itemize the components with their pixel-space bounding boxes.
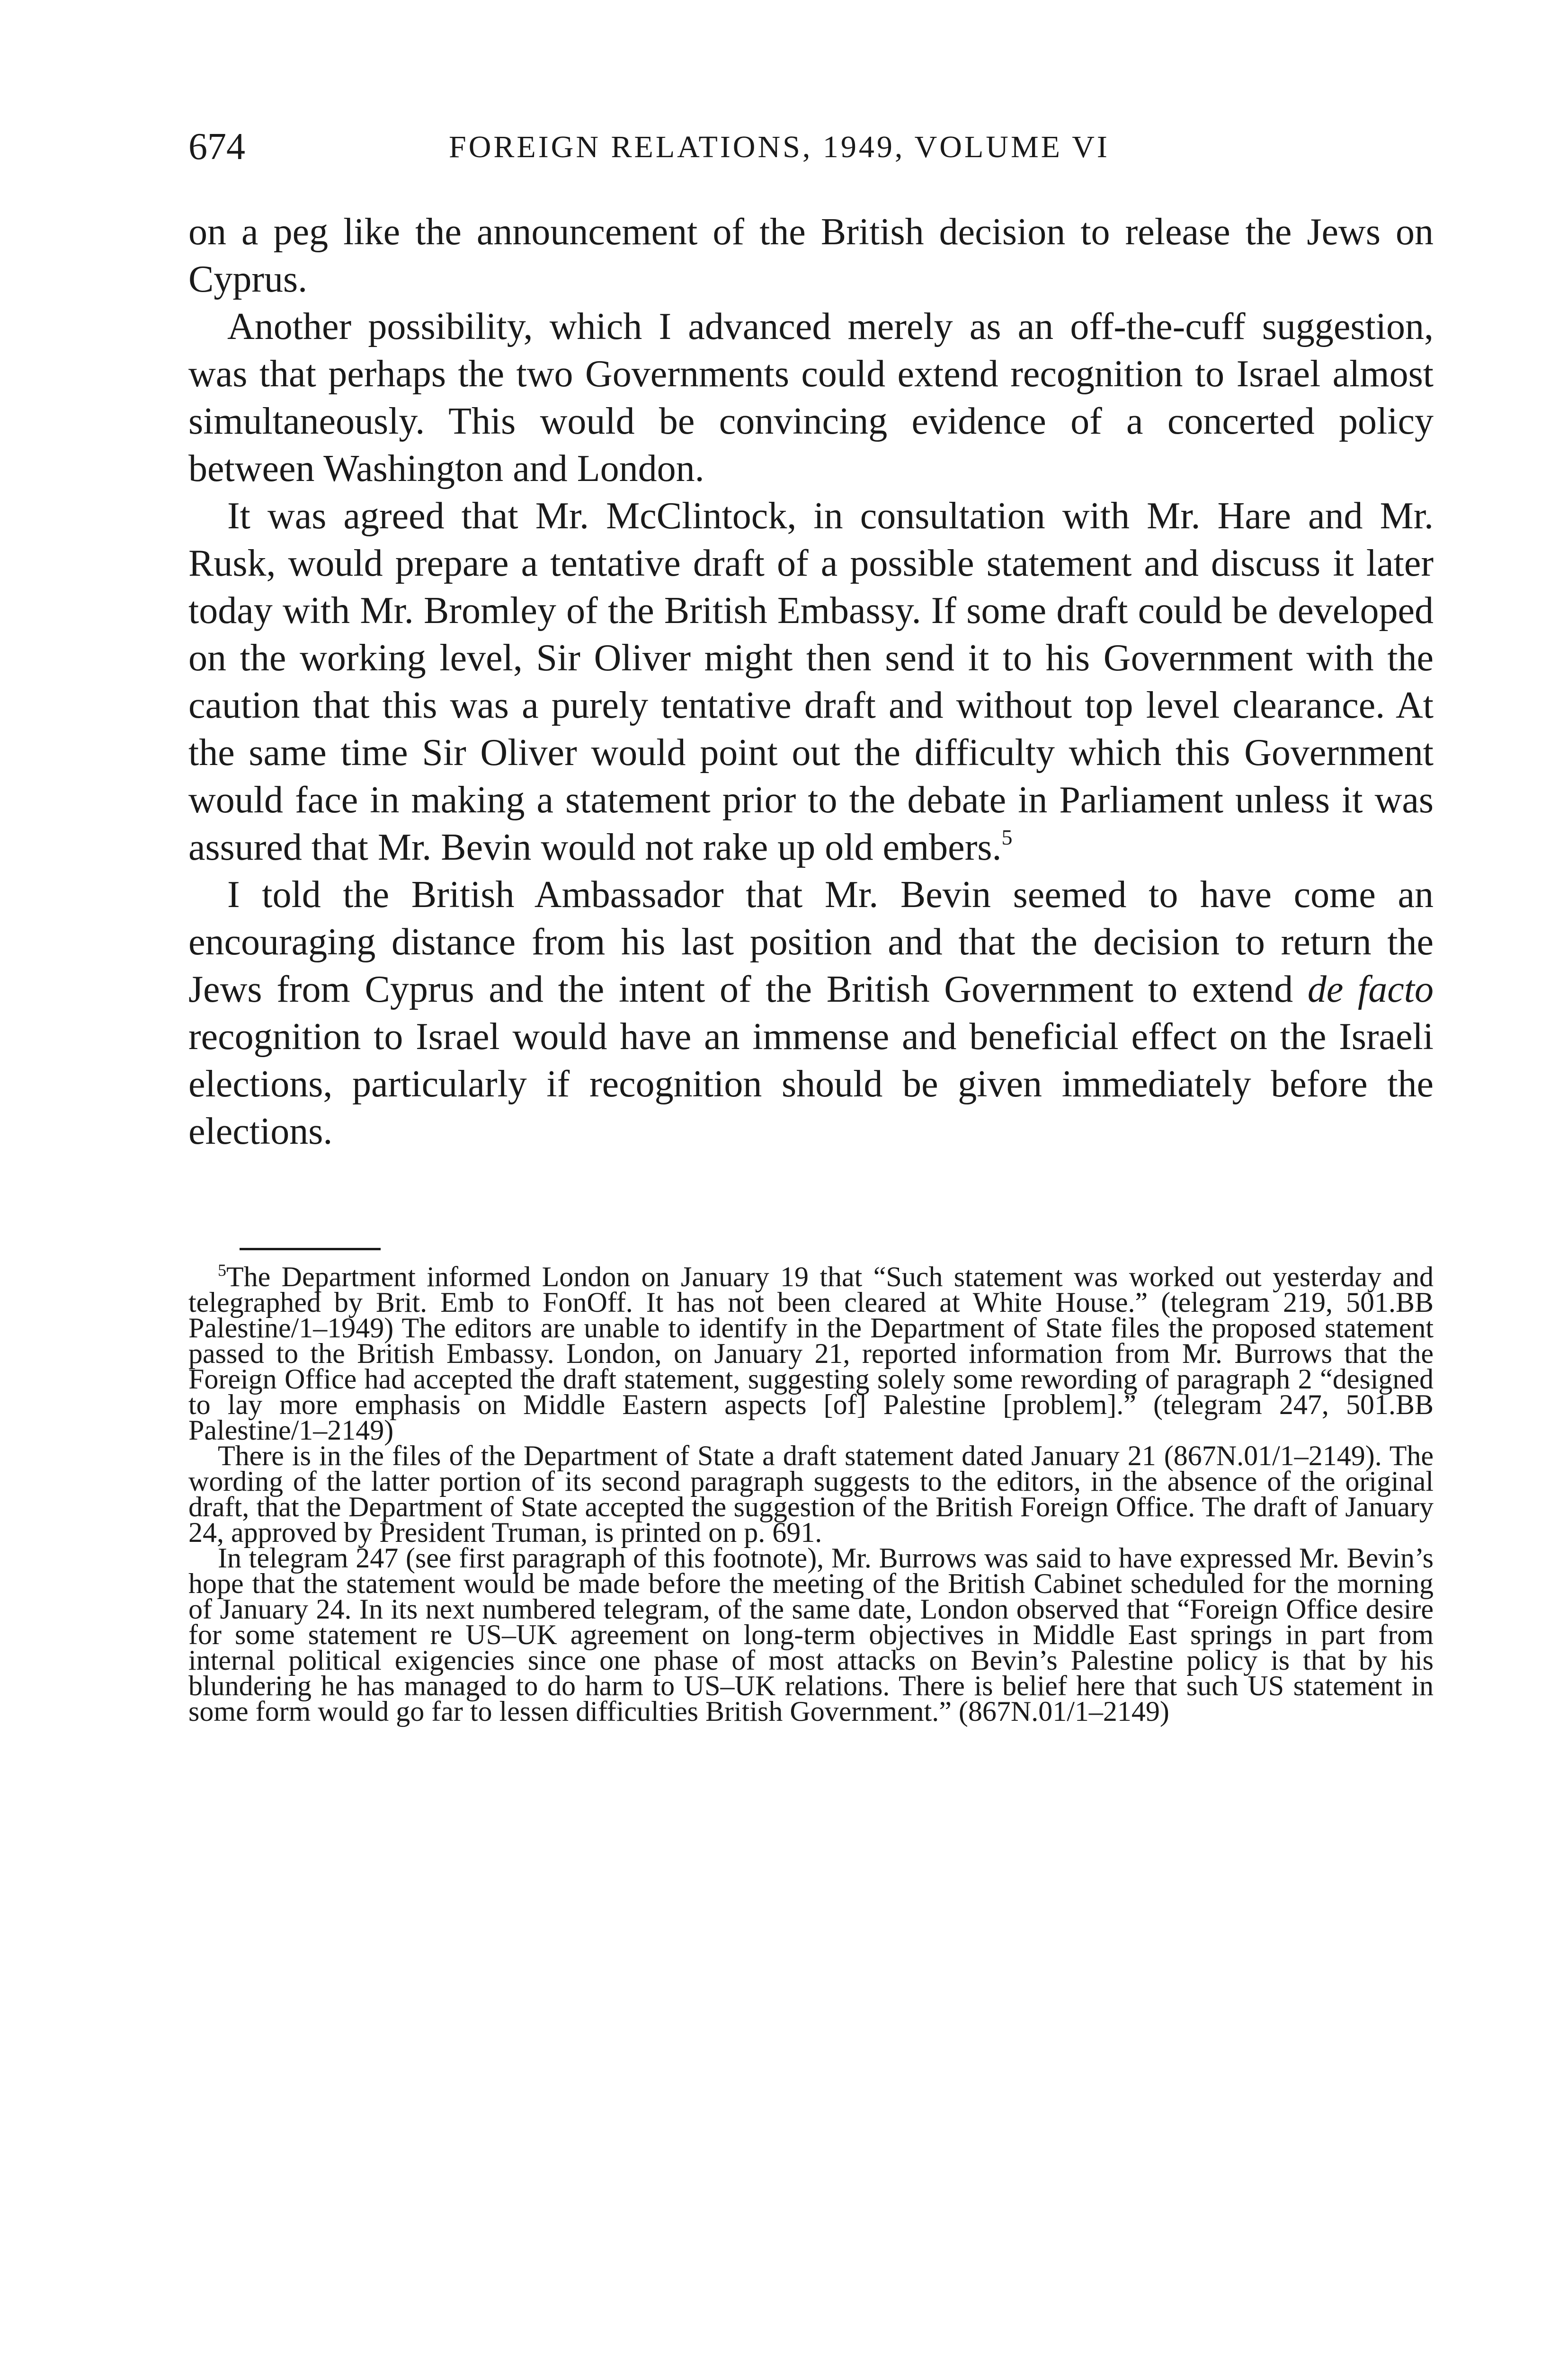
paragraph-3-text: It was agreed that Mr. McClintock, in consultation with Mr. Hare and Mr. Rusk, would prepare a tentative draft of a possible statement and discuss it later today with Mr. Bromley of the British Embassy. If some draft could be developed on the working level, Sir Oliver might then send it to his Government with the caution that this was a purely tentative draft and without top level clearance. At the same time Sir Oliver would point out the difficulty which this Government would face in making a statement prior to the debate in Parliament unless it was assured that Mr. Bevin would not rake up old embers. [188,495,1434,868]
footnote-5-para-1-text: The Department informed London on January 19 that “Such statement was worked out yesterday and telegraphed by Brit. Emb to FonOff. It has not been cleared at White House.” (telegram 219, 501.BB Palestine/1–1949) The editors are unable to identify in the Department of State files the proposed statement passed to the British Embassy. London, on January 21, reported information from Mr. Burrows that the Foreign Office had accepted the draft statement, suggesting solely some rewording of paragraph 2 “designed to lay more emphasis on Middle Eastern aspects [of] Palestine [problem].” (telegram 247, 501.BB Palestine/1–2149) [188,1261,1434,1446]
paragraph-4-text-after: recognition to Israel would have an immense and beneficial effect on the Israeli elections, particularly if recognition should be given immediately before the elections. [188,1016,1434,1152]
footnote-number: 5 [218,1261,226,1280]
body-text [188,208,1434,1155]
running-head: FOREIGN RELATIONS, 1949, VOLUME VI [449,130,1110,164]
paragraph-4-text-before: I told the British Ambassador that Mr. Bevin seemed to have come an encouraging distance from his last position and that the decision to return the Jews from Cyprus and the intent of the British Government to extend [188,874,1434,1010]
paragraph-2: Another possibility, which I advanced merely as an off-the-cuff suggestion, was that perhaps the two Governments could extend recognition to Israel almost simultaneously. This would be convincing evidence of a concerted policy between Washington and London. [188,306,1434,489]
footnote-rule [240,1248,381,1250]
paragraph-3 [188,492,1434,871]
paragraph-1: on a peg like the announcement of the British decision to release the Jews on Cyprus. [188,211,1434,300]
footnotes [188,1261,1434,1727]
footnote-5-para-2: There is in the files of the Department of State a draft statement dated January 21 (867N.01/1–2149). The wording of the latter portion of its second paragraph suggests to the editors, in the absence of the original draft, that the Department of State accepted the suggestion of the British Foreign Office. The draft of January 24, approved by President Truman, is printed on p. 691. [188,1440,1434,1548]
paragraph-4 [188,871,1434,1155]
page-number: 674 [188,126,245,168]
de-facto-italic: de facto [1307,969,1434,1010]
footnote-reference-5: 5 [1001,825,1013,849]
footnote-5-para-3: In telegram 247 (see first paragraph of this footnote), Mr. Burrows was said to have expressed Mr. Bevin’s hope that the statement would be made before the meeting of the British Cabinet scheduled for the morning of January 24. In its next numbered telegram, of the same date, London observed that “Foreign Office desire for some statement re US–UK agreement on long-term objectives in Middle East springs in part from internal political exigencies since one phase of most attacks on Bevin’s Palestine policy is that by his blundering he has managed to do harm to US–UK relations. There is belief here that such US statement in some form would go far to lessen difficulties British Government.” (867N.01/1–2149) [188,1542,1434,1727]
page-header [188,125,1434,178]
footnote-5-para-1 [188,1261,1434,1446]
